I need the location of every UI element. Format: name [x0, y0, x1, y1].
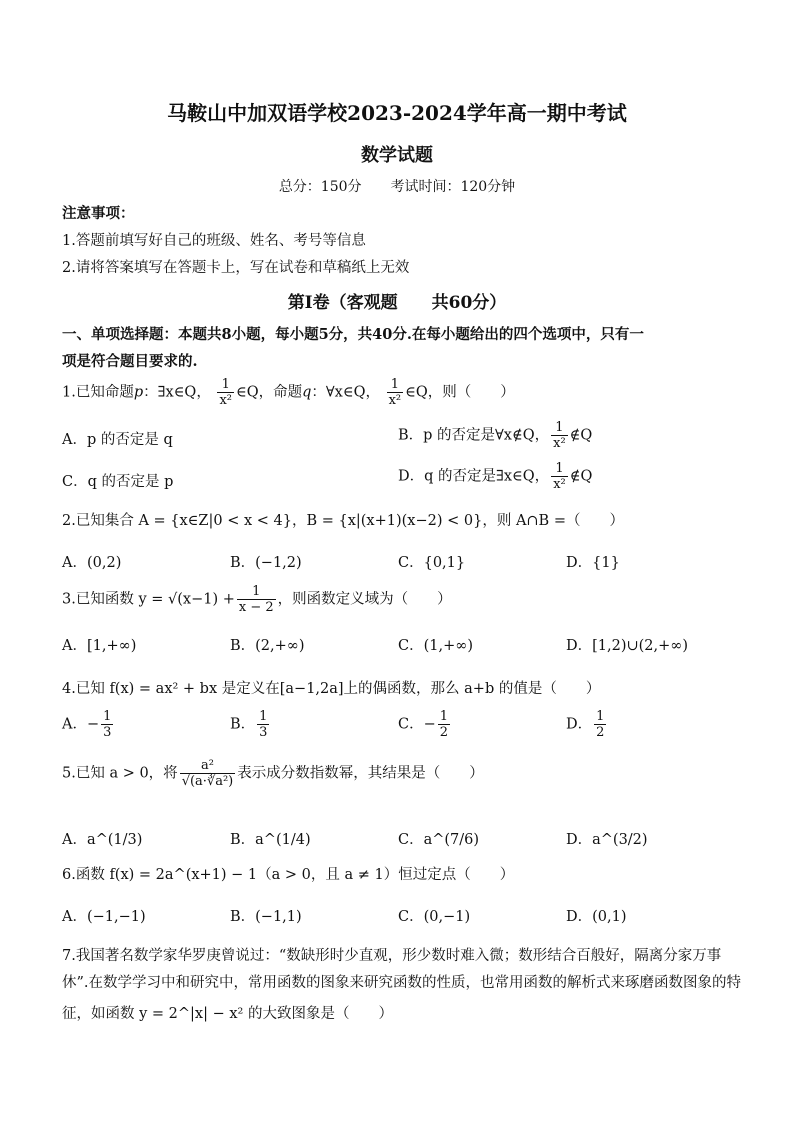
question-4-option-b[interactable]: B． $\frac{1}{3}$ — [230, 709, 268, 740]
question-5-option-c[interactable]: C．a^(7/6) — [398, 832, 480, 848]
question-2-option-a[interactable]: A．(0,2) — [62, 555, 122, 571]
notes-heading: 注意事项： — [62, 205, 135, 222]
question-1-option-b[interactable]: B．p 的否定是∀x∉Q， $\frac{1}{\text{x²}}$ ∉Q — [398, 420, 593, 451]
question-1-option-d[interactable]: D．q 的否定是∃x∈Q， $\frac{1}{\text{x²}}$ ∉Q — [398, 461, 593, 492]
question-6-option-b[interactable]: B．(−1,1) — [230, 909, 302, 925]
question-3-option-c[interactable]: C．(1,+∞) — [398, 638, 473, 654]
exam-time: 考试时间：120分钟 — [390, 179, 516, 195]
question-1-stem: 1.已知命题p：∃x∈Q， $\frac{1}{\text{x²}}$ ∈Q，命题q：∀x∈Q， $\frac{1}{\text{x²}}$ ∈Q，则（ ） — [62, 377, 515, 408]
part1-instructions-line2: 项是符合题目要求的. — [62, 353, 198, 370]
question-7-line-1: 7.我国著名数学家华罗庚曾说过：“数缺形时少直观，形少数时难入微；数形结合百般好，隔离分家万事 — [62, 948, 722, 964]
question-2-option-d[interactable]: D．{1} — [566, 555, 620, 571]
question-1-option-a[interactable]: A．p 的否定是 q — [62, 432, 173, 448]
question-5-option-d[interactable]: D．a^(3/2) — [566, 832, 648, 848]
part1-instructions-line1: 一、单项选择题：本题共8小题，每小题5分，共40分.在每小题给出的四个选项中，只有一 — [62, 326, 644, 343]
question-7-line-2: 休”.在数学学习中和研究中，常用函数的图象来研究函数的性质，也常用函数的解析式来琢磨函数图象的特 — [62, 975, 742, 991]
question-2-stem: 2.已知集合 A = {x∈Z|0 < x < 4}，B = {x|(x+1)(x−2) < 0}，则 A∩B =（ ） — [62, 513, 624, 529]
question-5-stem: 5.已知 a > 0，将 $\frac{\text{a²}}{\text{√(a·∛a²)}}$ 表示成分数指数幂，其结果是（ ） — [62, 758, 484, 789]
question-2-option-c[interactable]: C．{0,1} — [398, 555, 466, 571]
exam-info — [0, 176, 794, 196]
question-6-option-a[interactable]: A．(−1,−1) — [62, 909, 146, 925]
question-2-option-b[interactable]: B．(−1,2) — [230, 555, 302, 571]
question-3-stem: 3.已知函数 y = √(x−1) + $\frac{1}{x - 2}$ ，则函数定义域为（ ） — [62, 584, 452, 615]
question-3-option-d[interactable]: D．[1,2)∪(2,+∞) — [566, 638, 689, 654]
note-item-2: 2.请将答案填写在答题卡上，写在试卷和草稿纸上无效 — [62, 260, 410, 276]
question-6-option-c[interactable]: C．(0,−1) — [398, 909, 471, 925]
question-4-option-d[interactable]: D． $\frac{1}{2}$ — [566, 709, 605, 740]
question-7-line-3: 征，如函数 y = 2^|x| − x² 的大致图象是（ ） — [62, 1006, 393, 1022]
question-3-option-a[interactable]: A．[1,+∞) — [62, 638, 137, 654]
total-score: 总分：150分 — [278, 179, 362, 195]
subject-title: 数学试题 — [361, 145, 433, 166]
note-item-1: 1.答题前填写好自己的班级、姓名、考号等信息 — [62, 233, 366, 249]
question-5-option-b[interactable]: B．a^(1/4) — [230, 832, 311, 848]
question-3-option-b[interactable]: B．(2,+∞) — [230, 638, 305, 654]
question-1-option-c[interactable]: C．q 的否定是 p — [62, 474, 174, 490]
question-4-stem: 4.已知 f(x) = ax² + bx 是定义在[a−1,2a]上的偶函数，那么 a+b 的值是（ ） — [62, 681, 601, 697]
question-6-stem: 6.函数 f(x) = 2a^(x+1) − 1（a > 0，且 a ≠ 1）恒过定点（ ） — [62, 867, 515, 883]
question-4-option-a[interactable]: A．− $\frac{1}{3}$ — [62, 709, 112, 740]
question-4-option-c[interactable]: C．− $\frac{1}{2}$ — [398, 709, 449, 740]
section-title: 第Ⅰ卷（客观题 共60分） — [287, 293, 507, 313]
exam-title: 马鞍山中加双语学校2023-2024学年高一期中考试 — [167, 101, 627, 125]
question-5-option-a[interactable]: A．a^(1/3) — [62, 832, 143, 848]
question-6-option-d[interactable]: D．(0,1) — [566, 909, 627, 925]
